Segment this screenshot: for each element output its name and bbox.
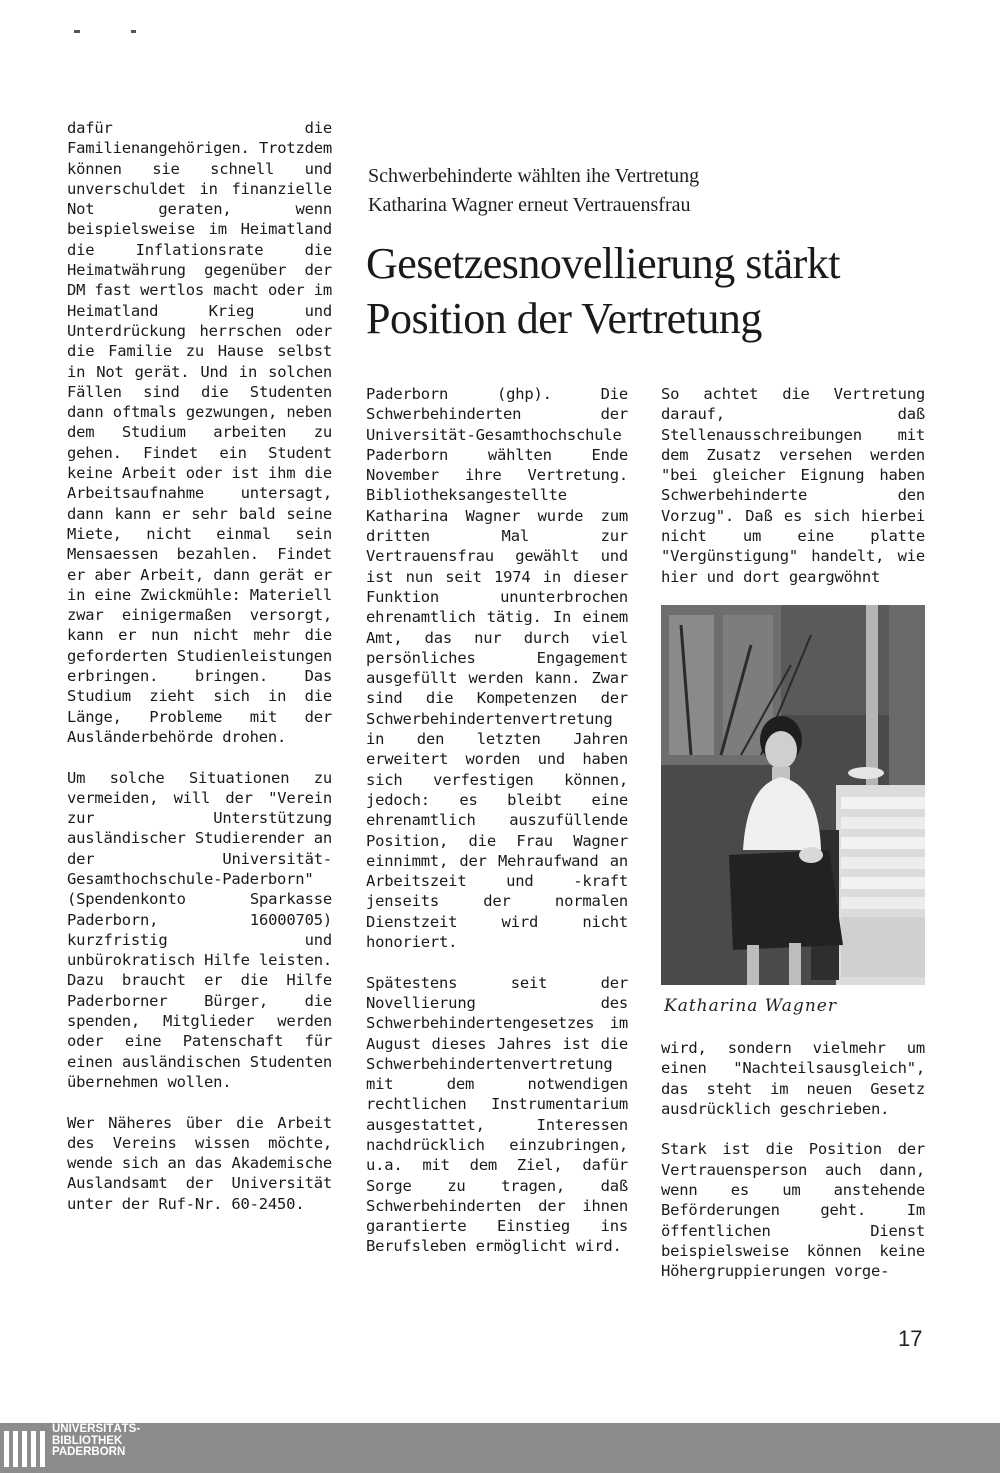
library-name-line-2: BIBLIOTHEK (52, 1434, 123, 1447)
right-column-top (661, 384, 925, 587)
left-paragraph-3: Wer Näheres über die Arbeit des Vereins wissen möchte, wende sich an das Akademische Auslandsamt der Universität unter der Ruf-Nr. 60-2450. (67, 1113, 332, 1213)
library-name-line-3: PADERBORN (52, 1446, 126, 1458)
right-paragraph-2: wird, sondern vielmehr um einen "Nachteilsausgleich", das steht im neuen Gesetz ausdrücklich geschrieben. (661, 1039, 925, 1118)
right-paragraph-3: Stark ist die Position der Vertrauensperson auch dann, wenn es um anstehende Beförderungen geht. Im öffentlichen Dienst beispielsweise können keine Höhergruppierungen vorge- (661, 1140, 925, 1281)
page-number: 17 (898, 1326, 923, 1351)
article-kicker-line-2: Katharina Wagner erneut Vertrauensfrau (368, 194, 691, 216)
portrait-photo (661, 605, 925, 985)
library-logo-icon (4, 1427, 48, 1471)
right-paragraph-1: So achtet die Vertretung darauf, daß Stellenausschreibungen mit dem Zusatz versehen werden "bei gleicher Eignung haben Schwerbehinderte den Vorzug". Daß es sich hierbei nicht um eine platte "Vergünstigung" handelt, wie hier und dort geargwöhnt (661, 385, 925, 586)
article-headline-line-2: Position der Vertretung (366, 294, 762, 343)
middle-paragraph-2: Spätestens seit der Novellierung des Schwerbehindertengesetzes im August dieses Jahres ist die Schwerbehindertenvertretung mit dem notwendigen rechtlichen Instrumentarium ausgestattet, Interessen nachdrücklich einzubringen, u.a. mit dem Ziel, dafür Sorge zu tragen, daß Schwerbehinderten der ihnen garantierte Einstieg ins Berufsleben ermöglicht wird. (366, 973, 628, 1256)
photo-caption: Katharina Wagner (664, 996, 837, 1016)
right-column-bottom (661, 1038, 925, 1282)
article-headline-line-1: Gesetzesnovellierung stärkt (366, 239, 841, 288)
article-kicker-line-1: Schwerbehinderte wählten ihe Vertretung (368, 165, 700, 187)
middle-column (366, 384, 628, 1257)
library-footer-band (0, 1423, 1000, 1473)
library-name-line-1: UNIVERSITÄTS- (52, 1423, 141, 1435)
library-name (52, 1424, 140, 1459)
scan-mark (131, 30, 136, 33)
middle-paragraph-1: Paderborn (ghp). Die Schwerbehinderten der Universität-Gesamthochschule Paderborn wählten Ende November ihre Vertretung. Bibliotheksangestellte Katharina Wagner wurde zum dritten Mal zur Vertrauensfrau gewählt und ist nun seit 1974 in dieser Funktion ununterbrochen ehrenamtlich tätig. In einem Amt, das nur durch viel persönliches Engagement ausgefüllt werden kann. Zwar sind die Kompetenzen der Schwerbehindertenvertretung in den letzten Jahren erweitert worden und haben sich verfestigen können, jedoch: es bleibt eine ehrenamtlich auszufüllende Position, die Frau Wagner einnimmt, der Mehraufwand an Arbeitszeit und -kraft jenseits der normalen Dienstzeit wird nicht honoriert. (366, 385, 628, 952)
portrait-photo-drawing (661, 605, 925, 985)
scan-mark (74, 30, 80, 33)
left-column (67, 118, 332, 1214)
left-paragraph-1: dafür die Familienangehörigen. Trotzdem können sie schnell und unverschuldet in finanzielle Not geraten, wenn beispielsweise im Heimatland die Inflationsrate die Heimatwährung gegenüber der DM fast wertlos macht oder im Heimatland Krieg und Unterdrückung herrschen oder die Familie zu Hause selbst in Not gerät. Und in solchen Fällen sind die Studenten dann oftmals gezwungen, neben dem Studium arbeiten zu gehen. Findet ein Student keine Arbeit oder ist ihm die Arbeitsaufnahme untersagt, dann kann er sehr bald seine Miete, nicht einmal sein Mensaessen bezahlen. Findet er aber Arbeit, dann gerät er in eine Zwickmühle: Materiell zwar einigermaßen versorgt, kann er nun nicht mehr die geforderten Studienleistungen erbringen. bringen. Das Studium zieht sich in die Länge, Probleme mit der Ausländerbehörde drohen. (67, 119, 332, 746)
left-paragraph-2: Um solche Situationen zu vermeiden, will der "Verein zur Unterstützung ausländischer Studierender an der Universität-Gesamthochschule-Paderborn" (Spendenkonto Sparkasse Paderborn, 16000705) kurzfristig und unbürokratisch Hilfe leisten. Dazu braucht er die Hilfe Paderborner Bürger, die spenden, Mitglieder werden oder eine Patenschaft für einen ausländischen Studenten übernehmen wollen. (67, 768, 332, 1091)
